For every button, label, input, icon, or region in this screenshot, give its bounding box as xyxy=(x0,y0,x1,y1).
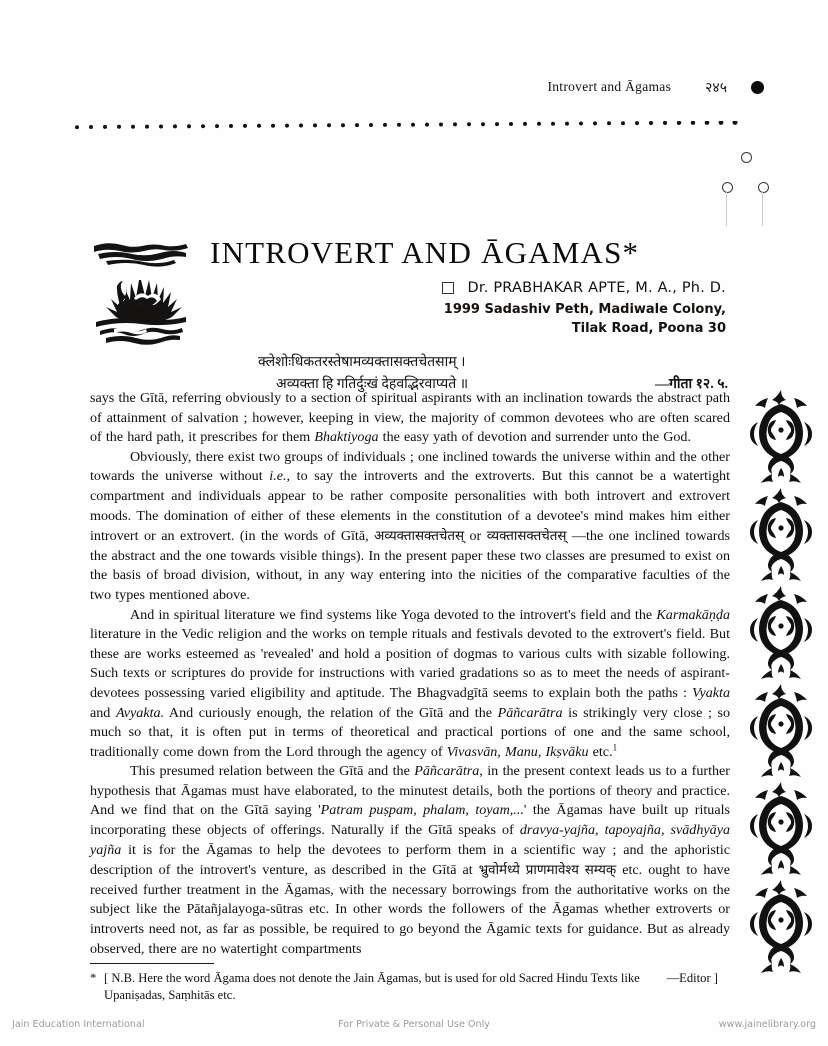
address-line-1: 1999 Sadashiv Peth, Madiwale Colony, xyxy=(443,302,726,318)
footnote-block xyxy=(90,963,718,1004)
binding-hole-icon xyxy=(722,182,733,193)
floral-ornament-icon xyxy=(738,780,824,878)
epigraph-text-2: अव्यक्ता हि गतिर्दुःखं देहवद्भिरवाप्यते ॥ xyxy=(276,376,469,392)
paragraph-1: says the Gītā, referring obviously to a section of spiritual aspirants with an inclination towards the abstract path of attainment of salvation ; however, keeping in view, the majority of common devotees who are often scared of the hard path, it prescribes for them Bhaktiyoga the easy yath of devotion and surrender unto the God. xyxy=(90,390,730,446)
library-footer xyxy=(0,1016,828,1032)
footer-right-url[interactable]: www.jainelibrary.org xyxy=(718,1018,816,1030)
lotus-illustration xyxy=(92,238,190,346)
floral-ornament-icon xyxy=(738,878,824,976)
paragraph-3: And in spiritual literature we find systems like Yoga devoted to the introvert's field and the Karmakāṇḍa literature in the Vedic religion and the works on temple rituals and festivals devoted to the extrovert's field. But these are works esteemed as 'revealed' and hold a position of dogmas to various cults with sizable following. Such texts or scriptures do provide for instructions with varied gradations so as to meet the needs of aspirant-devotees possessing varied eligibility and aptitude. The Bhagvadgītā seems to explain both the paths : Vyakta and Avyakta. And curiously enough, the relation of the Gītā and the Pāñcarātra is strikingly very close ; so much so that, it is often put in terms of theoretical and practical portions of one and the same school, traditionally come down from the Lord through the agency of Vivasvān, Manu, Ikṣvāku etc.$^1$ xyxy=(90,606,730,760)
scan-hairline xyxy=(762,192,763,226)
byline-row xyxy=(210,280,732,296)
floral-ornament-icon xyxy=(738,388,824,486)
footnote-body: [ N.B. Here the word Āgama does not denote the Jain Āgamas, but is used for old Sacred Hindu Texts like Upaniṣadas, Saṃhitās etc. xyxy=(104,971,640,1003)
floral-ornament-icon xyxy=(738,486,824,584)
paragraph-2: Obviously, there exist two groups of individuals ; one inclined towards the universe within and the other towards the universe without i.e., to say the introverts and the extroverts. But this cannot be a watertight compartment and individuals appear to be rather composite personalities with both introvert and extrovert moods. The domination of either of these elements in the constitution of a devotee's mind makes him either introvert or an extrovert. (in the words of Gītā, अव्यक्तासक्तचेतस् or व्यक्तासक्तचेतस् —the one inclined towards the abstract and the one towards visible things). In the present paper these two classes are presumed to exist on the basis of broad division, without, in any way entering into the nicities of the comparative faculties of the two types mentioned above. xyxy=(90,448,730,603)
scan-hairline xyxy=(726,192,727,226)
body-text-column xyxy=(90,389,730,959)
epigraph-line-1 xyxy=(258,352,728,374)
binding-hole-icon xyxy=(741,152,752,163)
author-address xyxy=(210,301,732,338)
verse-reference: —गीता १२. ५. xyxy=(655,376,728,392)
paragraph-4: This presumed relation between the Gītā and the Pāñcarātra, in the present context leads us to a further hypothesis that Āgamas must have elaborated, to the minutest details, both the portions of theory and practice. And we find that on the Gītā saying 'Patram puṣpam, phalam, toyam,...' the Āgamas have built up rituals incorporating these objects of offerings. Naturally if the Gītā speaks of dravya-yajña, tapoyajña, svādhyāya yajña it is for the Āgamas to help the devotees to perform them in a scientific way ; and the aphoristic description of the introvert's venture, as described in the Gītā at भ्रुवोर्मध्ये प्राणमावेश्य सम्यक् etc. ought to have received further treatment in the Āgamas, with the necessary borrowings from the authoritative works on the subject like the Pātañjalayoga-sūtras etc. In other words the followers of the Āgamas whether extroverts or introverts need not, as far as possible, be required to go beyond the Āgamic texts for guidance. But as already observed, there are no watertight compartments xyxy=(90,763,730,957)
footnote-marker: * xyxy=(90,971,97,986)
footer-left-text: Jain Education International xyxy=(12,1018,145,1030)
binding-hole-icon xyxy=(758,182,769,193)
dotted-rule-divider xyxy=(74,121,746,129)
page-folio-number: २४५ xyxy=(705,79,727,96)
footer-center-text: For Private & Personal Use Only xyxy=(338,1018,490,1030)
floral-ornament-icon xyxy=(738,682,824,780)
footnote-editor-credit: —Editor ] xyxy=(666,971,718,986)
title-block xyxy=(210,236,732,338)
running-header xyxy=(0,76,828,98)
decorative-border-column xyxy=(738,388,824,976)
footnote-separator-rule xyxy=(90,963,214,964)
masthead xyxy=(92,236,732,358)
footnote-text xyxy=(90,970,718,1004)
square-bullet-icon xyxy=(442,282,454,294)
floral-ornament-icon xyxy=(738,584,824,682)
address-line-2: Tilak Road, Poona 30 xyxy=(571,320,726,336)
filled-circle-icon xyxy=(751,81,764,94)
page-title: INTROVERT AND ĀGAMAS* xyxy=(210,235,640,270)
epigraph-text-1: क्लेशोःधिकतरस्तेषामव्यक्तासक्तचेतसाम् । xyxy=(258,355,466,370)
author-name: Dr. PRABHAKAR APTE, M. A., Ph. D. xyxy=(467,280,726,297)
running-header-title: Introvert and Āgamas xyxy=(547,79,672,94)
